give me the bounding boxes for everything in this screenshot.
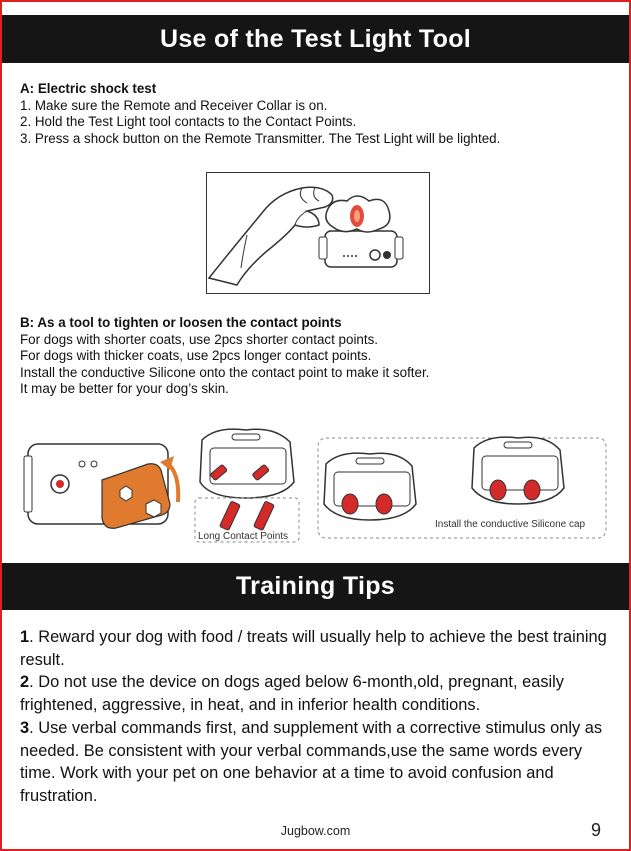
section-b-heading: B: As a tool to tighten or loosen the contact points <box>20 315 342 330</box>
section-b-line-2: For dogs with thicker coats, use 2pcs longer contact points. <box>20 348 372 363</box>
page-number: 9 <box>590 820 601 840</box>
page-title: Use of the Test Light Tool <box>2 15 629 63</box>
training-tip: 3. Use verbal commands first, and supplement with a corrective stimulus only as needed. Be consistent with your verbal commands,use the same words every time. Work with your pet on one behavior at a time to avoid confusion and frustration. <box>20 718 603 805</box>
section-a-step-3: 3. Press a shock button on the Remote Transmitter. The Test Light will be lighted. <box>20 130 501 146</box>
section-a-step-2: 2. Hold the Test Light tool contacts to the Contact Points. <box>20 114 357 129</box>
silicone-cap-box <box>318 437 606 538</box>
long-contact-points-label: Long Contact Points <box>198 531 289 542</box>
training-tip: 1. Reward your dog with food / treats will usually help to achieve the best training result. <box>20 628 607 669</box>
test-light-illustration <box>206 172 430 294</box>
training-tips-list <box>20 626 620 808</box>
section-a <box>20 81 500 147</box>
install-silicone-cap-label: Install the conductive Silicone cap <box>435 519 586 530</box>
footer-site: Jugbow.com <box>280 824 351 838</box>
section-b-line-1: For dogs with shorter coats, use 2pcs shorter contact points. <box>20 331 378 347</box>
section-a-heading: A: Electric shock test <box>20 81 157 96</box>
long-contact-points-box <box>195 498 299 542</box>
section-a-step-1: 1. Make sure the Remote and Receiver Collar is on. <box>20 97 328 113</box>
training-tips-title: Training Tips <box>2 563 629 610</box>
contact-points-illustration <box>20 422 615 562</box>
section-b <box>20 315 429 398</box>
section-b-line-3: Install the conductive Silicone onto the contact point to make it softer. <box>20 364 430 380</box>
training-tip: 2. Do not use the device on dogs aged below 6-month,old, pregnant, easily frightened, aggressive, in heat, and in inferior health conditions. <box>20 673 564 715</box>
section-b-line-4: It may be better for your dog’s skin. <box>20 381 229 396</box>
collar-with-wrench-tool <box>24 444 178 528</box>
collar-contact-points <box>200 429 294 498</box>
